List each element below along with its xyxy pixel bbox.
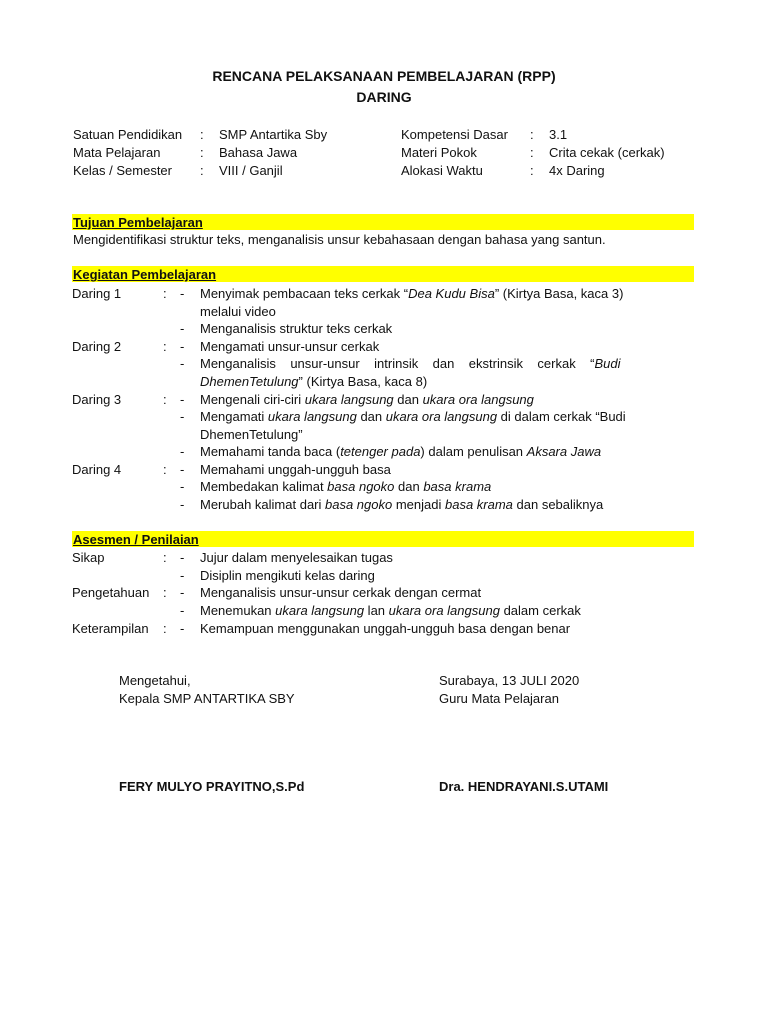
asesmen-text: Menemukan ukara langsung lan ukara ora langsung dalam cerkak [200, 603, 581, 618]
asesmen-text: Jujur dalam menyelesaikan tugas [200, 550, 393, 565]
colon: : [163, 585, 167, 600]
signature-right-name: Dra. HENDRAYANI.S.UTAMI [439, 779, 609, 794]
bullet-dash: - [180, 603, 185, 618]
activity-text: Memahami unggah-ungguh basa [200, 462, 391, 477]
bullet-dash: - [180, 497, 185, 512]
bullet-dash: - [180, 286, 185, 301]
bullet-dash: - [180, 621, 185, 636]
pengetahuan-label: Pengetahuan [72, 585, 150, 600]
info-colon: : [530, 127, 534, 142]
signature-left-line2: Kepala SMP ANTARTIKA SBY [119, 691, 295, 706]
document-title: RENCANA PELAKSANAAN PEMBELAJARAN (RPP) [212, 68, 556, 84]
info-colon: : [200, 163, 204, 178]
colon: : [163, 286, 167, 301]
signature-right-line1: Surabaya, 13 JULI 2020 [439, 673, 580, 688]
bullet-dash: - [180, 444, 185, 459]
asesmen-text: Menganalisis unsur-unsur cerkak dengan cermat [200, 585, 482, 600]
colon: : [163, 621, 167, 636]
colon: : [163, 339, 167, 354]
tujuan-heading-bar [72, 214, 694, 230]
info-colon: : [200, 145, 204, 160]
bullet-dash: - [180, 321, 185, 336]
info-label: Kompetensi Dasar [401, 127, 508, 142]
info-value: VIII / Ganjil [219, 163, 283, 178]
bullet-dash: - [180, 550, 185, 565]
daring-3-label: Daring 3 [72, 392, 122, 407]
keterampilan-label: Keterampilan [72, 621, 149, 636]
bullet-dash: - [180, 462, 185, 477]
info-label: Satuan Pendidikan [73, 127, 183, 142]
colon: : [163, 462, 167, 477]
info-value: Bahasa Jawa [219, 145, 298, 160]
info-colon: : [530, 163, 534, 178]
activity-text: Menganalisis struktur teks cerkak [200, 321, 393, 336]
info-label: Kelas / Semester [73, 163, 172, 178]
info-value: 4x Daring [549, 163, 605, 178]
bullet-dash: - [180, 356, 185, 371]
info-colon: : [200, 127, 204, 142]
activity-text: Menyimak pembacaan teks cerkak “Dea Kudu Bisa” (Kirtya Basa, kaca 3) melalui video [200, 286, 624, 319]
document-subtitle: DARING [356, 89, 412, 105]
tujuan-text: Mengidentifikasi struktur teks, menganalisis unsur kebahasaan dengan bahasa yang santun. [73, 232, 606, 247]
daring-1-label: Daring 1 [72, 286, 122, 301]
bullet-dash: - [180, 392, 185, 407]
asesmen-text: Kemampuan menggunakan unggah-ungguh basa dengan benar [200, 621, 571, 636]
info-value: 3.1 [549, 127, 568, 142]
asesmen-text: Disiplin mengikuti kelas daring [200, 568, 375, 583]
info-colon: : [530, 145, 534, 160]
info-label: Mata Pelajaran [73, 145, 161, 160]
tujuan-heading: Tujuan Pembelajaran [73, 215, 203, 230]
kegiatan-heading: Kegiatan Pembelajaran [73, 267, 217, 282]
daring-4-label: Daring 4 [72, 462, 122, 477]
asesmen-heading-bar [72, 531, 694, 547]
asesmen-heading: Asesmen / Penilaian [73, 532, 199, 547]
activity-text: Merubah kalimat dari basa ngoko menjadi basa krama dan sebaliknya [200, 497, 604, 512]
activity-text: Mengenali ciri-ciri ukara langsung dan ukara ora langsung [200, 392, 534, 407]
bullet-dash: - [180, 409, 185, 424]
colon: : [163, 392, 167, 407]
bullet-dash: - [180, 585, 185, 600]
signature-right-line2: Guru Mata Pelajaran [439, 691, 559, 706]
info-value: Crita cekak (cerkak) [549, 145, 665, 160]
signature-left-name: FERY MULYO PRAYITNO,S.Pd [119, 779, 305, 794]
activity-text: Memahami tanda baca (tetenger pada) dalam penulisan Aksara Jawa [200, 444, 602, 459]
info-value: SMP Antartika Sby [219, 127, 328, 142]
bullet-dash: - [180, 568, 185, 583]
info-label: Alokasi Waktu [401, 163, 483, 178]
bullet-dash: - [180, 479, 185, 494]
info-label: Materi Pokok [401, 145, 477, 160]
sikap-label: Sikap [72, 550, 105, 565]
kegiatan-heading-bar [72, 266, 694, 282]
activity-text: Mengamati ukara langsung dan ukara ora langsung di dalam cerkak “Budi DhemenTetulung” [200, 409, 626, 442]
signature-left-line1: Mengetahui, [119, 673, 191, 688]
activity-text: Mengamati unsur-unsur cerkak [200, 339, 380, 354]
colon: : [163, 550, 167, 565]
activity-text: Menganalisis unsur-unsur intrinsik dan ekstrinsik cerkak “Budi DhemenTetulung” (Kirtya Basa, kaca 8) [200, 356, 621, 389]
bullet-dash: - [180, 339, 185, 354]
daring-2-label: Daring 2 [72, 339, 122, 354]
activity-text: Membedakan kalimat basa ngoko dan basa krama [200, 479, 492, 494]
